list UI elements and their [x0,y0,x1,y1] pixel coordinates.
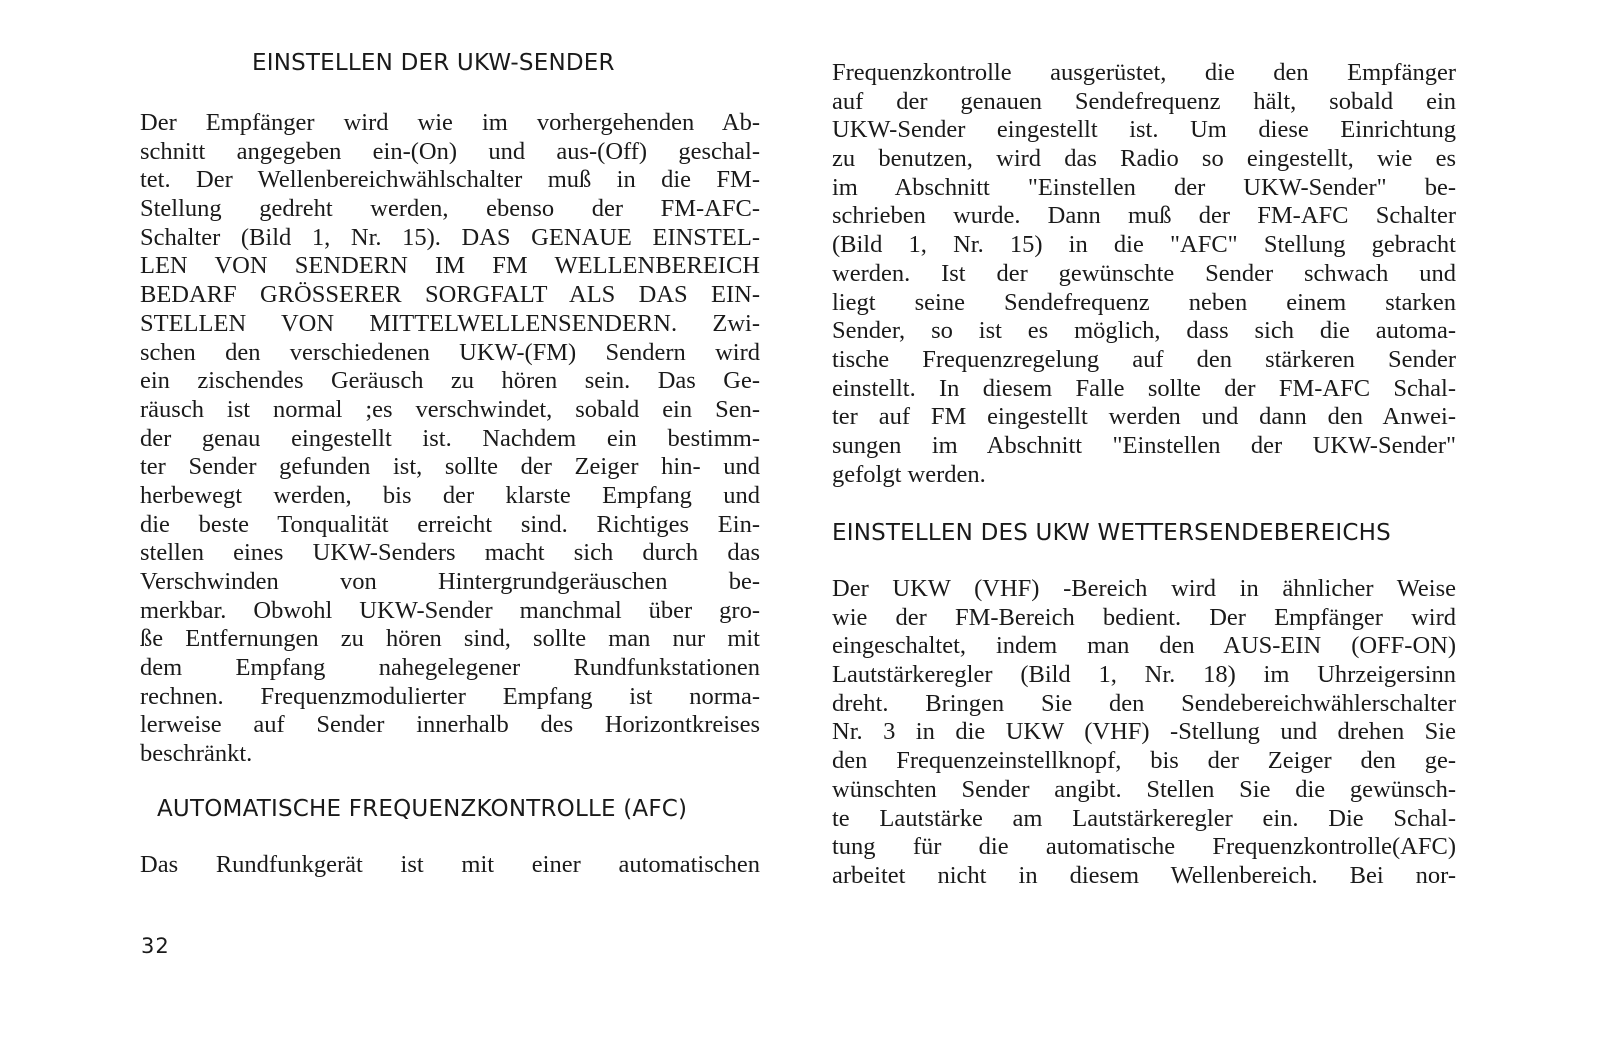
text-line: BEDARF GRÖSSERER SORGFALT ALS DAS EIN- [140,281,760,309]
text-line: Nr. 3 in die UKW (VHF) -Stellung und drehen Sie [832,718,1456,746]
text-line: STELLEN VON MITTELWELLENSENDERN. Zwi- [140,309,760,337]
text-line: herbewegt werden, bis der klarste Empfang und [140,481,760,509]
text-line: dreht. Bringen Sie den Sendebereichwählerschalter [832,689,1456,717]
text-line: Der UKW (VHF) -Bereich wird in ähnlicher Weise [832,575,1456,602]
text-line: tung für die automatische Frequenzkontrolle(AFC) [832,833,1456,861]
text-line: wie der FM-Bereich bedient. Der Empfänger wird [832,603,1456,631]
text-line: Lautstärkeregler (Bild 1, Nr. 18) im Uhrzeigersinn [832,661,1456,689]
text-line: Verschwinden von Hintergrundgeräuschen be- [140,568,760,595]
text-line: einstellt. In diesem Falle sollte der FM-AFC Schal- [832,374,1456,402]
heading-ukw-sender: EINSTELLEN DER UKW-SENDER [252,50,615,76]
page-number: 32 [141,934,170,958]
text-line: schnitt angegeben ein-(On) und aus-(Off) geschal- [140,137,760,165]
text-line: stellen eines UKW-Senders macht sich durch das [140,539,760,567]
text-line: Frequenzkontrolle ausgerüstet, die den Empfänger [832,59,1456,86]
text-line: tet. Der Wellenbereichwählschalter muß in die FM- [140,166,760,194]
text-line: te Lautstärke am Lautstärkeregler ein. Die Schal- [832,804,1456,832]
text-line: die beste Tonqualität erreicht sind. Richtiges Ein- [140,510,760,538]
text-line: der genau eingestellt ist. Nachdem ein bestimm- [140,424,760,452]
text-line: tische Frequenzregelung auf den stärkeren Sender [832,345,1456,373]
text-line: im Abschnitt "Einstellen der UKW-Sender" be- [832,173,1456,201]
paragraph-afc-continued [832,59,1456,489]
text-line: ter auf FM eingestellt werden und dann den Anwei- [832,403,1456,431]
text-line: schen den verschiedenen UKW-(FM) Sendern wird [140,338,760,366]
text-line: ein zischendes Geräusch zu hören sein. Das Ge- [140,367,760,395]
text-line: (Bild 1, Nr. 15) in die "AFC" Stellung gebracht [832,231,1456,259]
text-line: räusch ist normal ;es verschwindet, sobald ein Sen- [140,395,760,423]
text-line: zu benutzen, wird das Radio so eingestellt, wie es [832,145,1456,173]
text-line: Schalter (Bild 1, Nr. 15). DAS GENAUE EINSTEL- [140,223,760,251]
paragraph-wettersendebereich [832,575,1456,891]
text-line: ße Entfernungen zu hören sind, sollte man nur mit [140,625,760,653]
text-line: eingeschaltet, indem man den AUS-EIN (OFF-ON) [832,632,1456,660]
text-line: schrieben wurde. Dann muß der FM-AFC Schalter [832,202,1456,230]
text-line: Das Rundfunkgerät ist mit einer automatischen [140,851,760,878]
text-line: Sender, so ist es möglich, dass sich die automa- [832,317,1456,345]
text-line: werden. Ist der gewünschte Sender schwach und [832,259,1456,287]
text-line: sungen im Abschnitt "Einstellen der UKW-Sender" [832,431,1456,459]
text-line: wünschten Sender angibt. Stellen Sie die gewünsch- [832,775,1456,803]
text-line: den Frequenzeinstellknopf, bis der Zeiger den ge- [832,747,1456,775]
text-line: UKW-Sender eingestellt ist. Um diese Einrichtung [832,116,1456,144]
text-line: liegt seine Sendefrequenz neben einem starken [832,288,1456,316]
text-line: ter Sender gefunden ist, sollte der Zeiger hin- und [140,453,760,481]
paragraph-ukw-sender [140,109,760,769]
text-line: Stellung gedreht werden, ebenso der FM-AFC- [140,195,760,223]
paragraph-afc-intro [140,851,760,880]
heading-wettersendebereich: EINSTELLEN DES UKW WETTERSENDEBEREICHS [832,520,1391,546]
text-line: gefolgt werden. [832,460,986,488]
text-line: dem Empfang nahegelegener Rundfunkstationen [140,654,760,682]
text-line: beschränkt. [140,740,253,768]
text-line: arbeitet nicht in diesem Wellenbereich. Bei nor- [832,861,1456,889]
text-line: lerweise auf Sender innerhalb des Horizontkreises [140,711,760,739]
text-line: rechnen. Frequenzmodulierter Empfang ist norma- [140,682,760,710]
text-line: Der Empfänger wird wie im vorhergehenden Ab- [140,109,760,136]
text-line: LEN VON SENDERN IM FM WELLENBEREICH [140,252,760,280]
heading-afc: AUTOMATISCHE FREQUENZKONTROLLE (AFC) [157,796,688,822]
text-line: auf der genauen Sendefrequenz hält, sobald ein [832,87,1456,115]
text-line: merkbar. Obwohl UKW-Sender manchmal über gro- [140,596,760,624]
